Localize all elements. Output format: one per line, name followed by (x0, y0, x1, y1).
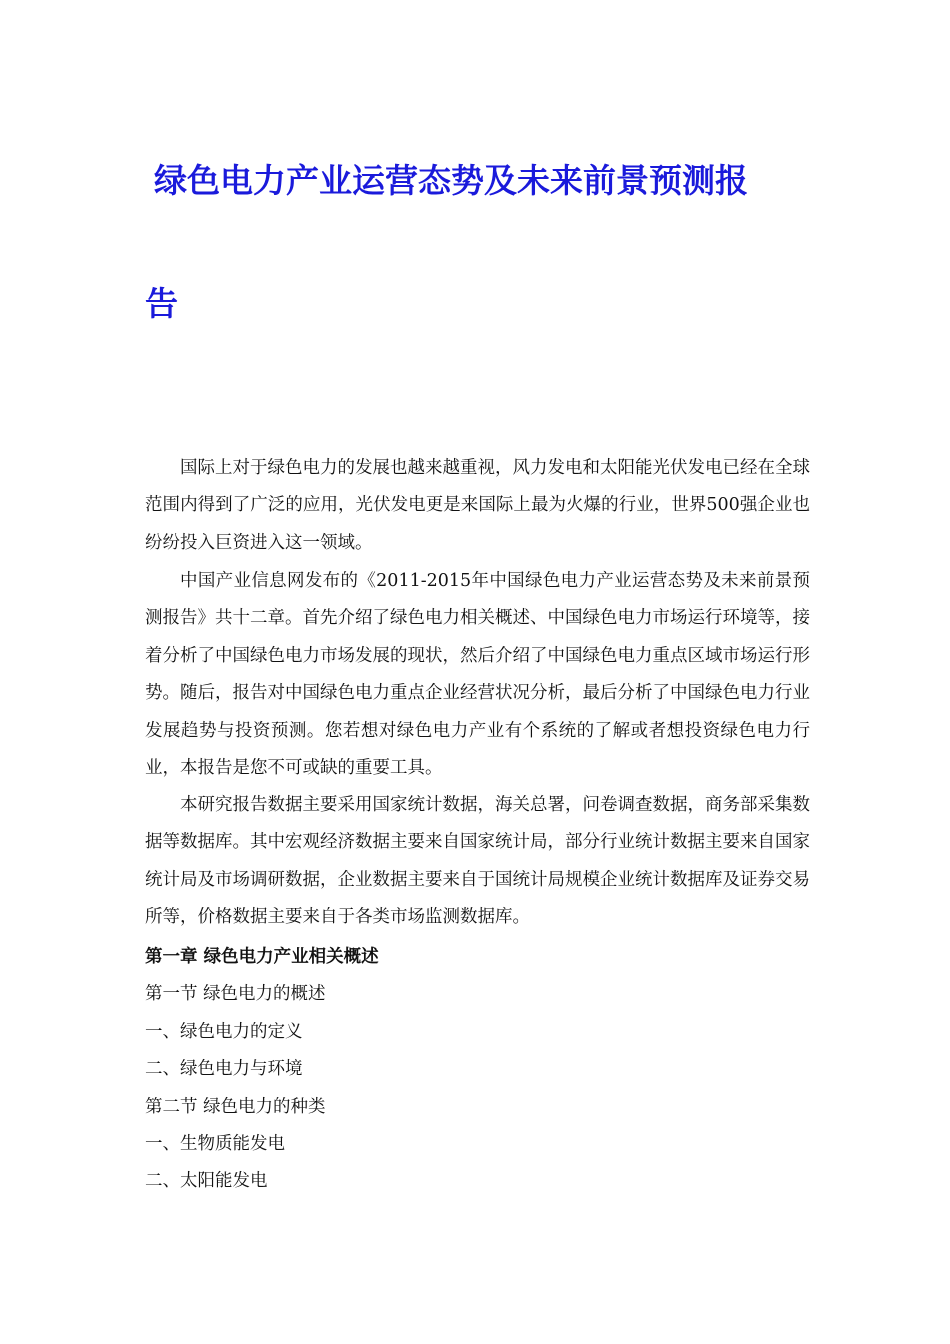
toc-section-1-1: 第一节 绿色电力的概述 (145, 984, 326, 1005)
toc-item: 一、生物质能发电 (145, 1133, 285, 1154)
report-summary-paragraph: 中国产业信息网发布的《2011-2015年中国绿色电力产业运营态势及未来前景预测报告》共十二章。首先介绍了绿色电力相关概述、中国绿色电力市场运行环境等，接着分析了中国绿色电力市场发展的现状，然后介绍了中国绿色电力重点区域市场运行形势。随后，报告对中国绿色电力重点企业经营状况分析，最后分析了中国绿色电力行业发展趋势与投资预测。您若想对绿色电力产业有个系统的了解或者想投资绿色电力行业，本报告是您不可或缺的重要工具。 (145, 571, 810, 779)
data-sources-paragraph: 本研究报告数据主要采用国家统计数据，海关总署，问卷调查数据，商务部采集数据等数据库。其中宏观经济数据主要来自国家统计局，部分行业统计数据主要来自国家统计局及市场调研数据，企业数据主要来自于国统计局规模企业统计数据库及证券交易所等，价格数据主要来自于各类市场监测数据库。 (145, 795, 810, 928)
toc-item: 二、太阳能发电 (145, 1171, 268, 1192)
toc-item: 一、绿色电力的定义 (145, 1021, 303, 1042)
intro-paragraph: 国际上对于绿色电力的发展也越来越重视，风力发电和太阳能光伏发电已经在全球范围内得到了广泛的应用，光伏发电更是来国际上最为火爆的行业，世界500强企业也纷纷投入巨资进入这一领域。 (145, 458, 810, 553)
toc-section-1-2: 第二节 绿色电力的种类 (145, 1096, 326, 1117)
document-title-line-1: 绿色电力产业运营态势及未来前景预测报 (154, 161, 748, 200)
table-of-contents (145, 939, 810, 1201)
toc-item: 二、绿色电力与环境 (145, 1059, 303, 1080)
toc-chapter-1: 第一章 绿色电力产业相关概述 (145, 947, 379, 967)
document-title-line-2: 告 (145, 284, 178, 323)
